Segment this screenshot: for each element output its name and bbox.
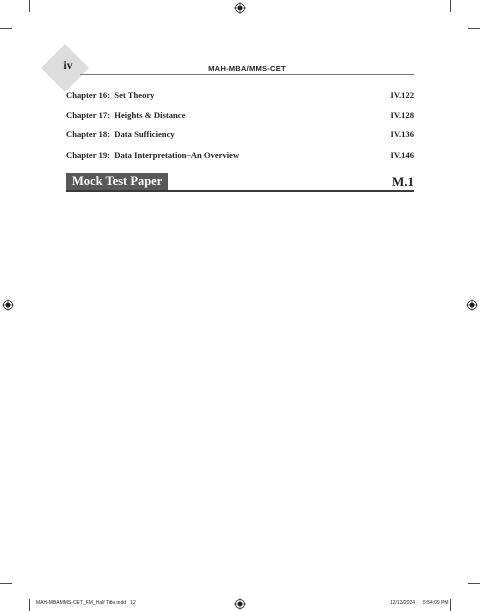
registration-mark-bottom-icon [234, 598, 246, 610]
mock-test-paper-page: M.1 [391, 174, 414, 189]
crop-mark-top-left-v [29, 0, 30, 12]
registration-mark-right-icon [466, 299, 478, 311]
registration-mark-left-icon [2, 299, 14, 311]
slug-time: 5:54:09 PM [423, 600, 449, 606]
toc-entry [66, 110, 414, 120]
crop-mark-bottom-left-h [0, 583, 12, 584]
toc-entry-title: Chapter 19: Data Interpretation–An Overview [66, 150, 240, 160]
toc-entry [66, 129, 414, 139]
toc-entry-page: IV.146 [390, 150, 414, 160]
crop-mark-top-left-h [0, 28, 12, 29]
toc-entry-title: Chapter 18: Data Sufficiency [66, 129, 175, 139]
toc-entry-page: IV.136 [390, 129, 414, 139]
toc-entry-page: IV.128 [390, 110, 414, 120]
toc-entry-title: Chapter 17: Heights & Distance [66, 110, 186, 120]
crop-mark-top-right-h [468, 28, 480, 29]
slug-filename: MAH-MBAMMS-CET_FM_Half Title.indd 12 [36, 600, 136, 606]
toc-entry [66, 90, 414, 100]
mock-heading-rule [66, 190, 414, 192]
toc-entry-title: Chapter 16: Set Theory [66, 90, 155, 100]
crop-mark-top-right-v [450, 0, 451, 12]
mock-test-paper-heading: Mock Test Paper [66, 173, 168, 190]
page-number: iv [63, 60, 73, 72]
crop-mark-bottom-left-v [29, 599, 30, 611]
toc-entry [66, 150, 414, 160]
running-head: MAH-MBA/MMS-CET [208, 64, 286, 73]
slug-date: 12/13/2024 [390, 600, 416, 606]
crop-mark-bottom-right-h [468, 583, 480, 584]
toc-entry-page: IV.122 [390, 90, 414, 100]
header-rule [80, 74, 414, 75]
crop-mark-bottom-right-v [450, 599, 451, 611]
registration-mark-top-icon [234, 2, 246, 14]
